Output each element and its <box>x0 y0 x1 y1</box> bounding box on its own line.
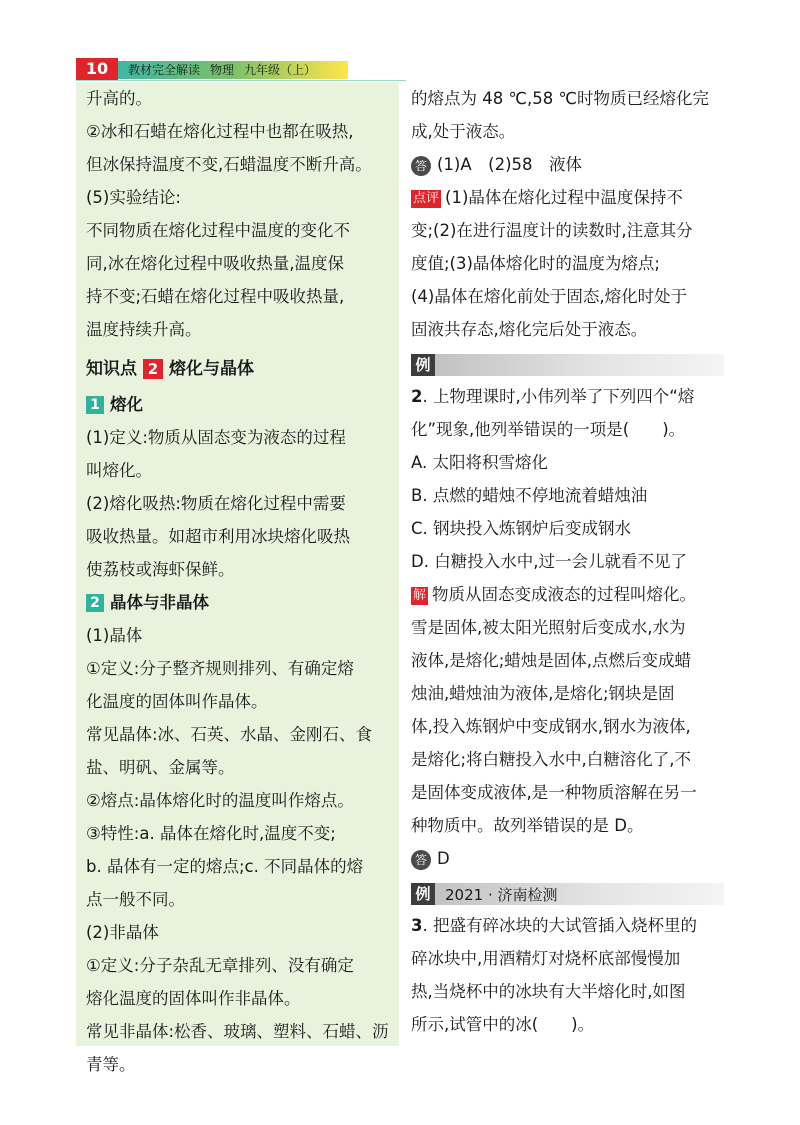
subject-label: 物理 <box>210 63 235 77</box>
left-column <box>76 82 399 1074</box>
text-line: 青等。 <box>86 1055 136 1074</box>
text-line: 盐、明矾、金属等。 <box>86 758 235 777</box>
text-line: ①定义:分子整齐规则排列、有确定熔 <box>86 659 354 678</box>
text-line: 种物质中。故列举错误的是 D。 <box>411 816 644 835</box>
text-line: 化温度的固体叫作晶体。 <box>86 692 268 711</box>
text-line: 烛油,蜡烛油为液体,是熔化;钢块是固 <box>411 684 675 703</box>
example-source: 2021 · 济南检测 <box>445 885 558 904</box>
text-line: 是固体变成液体,是一种物质溶解在另一 <box>411 783 697 802</box>
header-divider <box>76 80 406 81</box>
option-a: A. 太阳将积雪熔化 <box>411 453 548 472</box>
text-line: 点一般不同。 <box>86 890 185 909</box>
text-line: 但冰保持温度不变,石蜡温度不断升高。 <box>86 155 372 174</box>
question-number: 3 <box>411 916 423 935</box>
kp-title: 熔化与晶体 <box>169 359 254 379</box>
text-line: 同,冰在熔化过程中吸收热量,温度保 <box>86 254 344 273</box>
text-line: 度值;(3)晶体熔化时的温度为熔点; <box>411 254 660 273</box>
option-b: B. 点燃的蜡烛不停地流着蜡烛油 <box>411 486 648 505</box>
subsection-number-badge: 1 <box>86 396 104 414</box>
example-bar <box>411 883 724 905</box>
option-c: C. 钢块投入炼钢炉后变成钢水 <box>411 519 632 538</box>
solution-line <box>411 578 724 611</box>
text-line: (5)实验结论: <box>86 188 181 207</box>
text-line: 热,当烧杯中的冰块有大半熔化时,如图 <box>411 982 686 1001</box>
subsection-heading-crystals <box>86 586 391 619</box>
question-text: . 上物理课时,小伟列举了下列四个“熔 <box>422 387 695 406</box>
example-badge: 例 <box>411 354 435 376</box>
example-bar <box>411 354 724 376</box>
answer-icon: 答 <box>411 156 431 176</box>
option-d: D. 白糖投入水中,过一会儿就看不见了 <box>411 552 687 571</box>
text-line: 液体,是熔化;蜡烛是固体,点燃后变成蜡 <box>411 651 692 670</box>
text-line: (2)非晶体 <box>86 923 159 942</box>
text-line: 所示,试管中的冰( )。 <box>411 1015 595 1034</box>
question-line <box>411 380 724 413</box>
text-line: 持不变;石蜡在熔化过程中吸收热量, <box>86 287 345 306</box>
text-line: 是熔化;将白糖投入水中,白糖溶化了,不 <box>411 750 692 769</box>
text-line: ②冰和石蜡在熔化过程中也都在吸热, <box>86 122 354 141</box>
comment-line <box>411 181 724 214</box>
text-line: 吸收热量。如超市利用冰块熔化吸热 <box>86 527 350 546</box>
text-line: 常见晶体:冰、石英、水晶、金刚石、食 <box>86 725 373 744</box>
text-line: ②熔点:晶体熔化时的温度叫作熔点。 <box>86 791 354 810</box>
question-number: 2 <box>411 387 423 406</box>
subsection-number-badge: 2 <box>86 594 104 612</box>
knowledge-point-heading <box>86 350 391 388</box>
answer-text: (1)A (2)58 液体 <box>437 155 583 174</box>
text-line: 不同物质在熔化过程中温度的变化不 <box>86 221 350 240</box>
text-line: 叫熔化。 <box>86 461 152 480</box>
subsection-title: 晶体与非晶体 <box>110 593 209 612</box>
grade-label: 九年级（上） <box>244 63 317 77</box>
answer-line <box>411 842 724 875</box>
page-number: 10 <box>76 58 118 80</box>
example-badge: 例 <box>411 883 435 905</box>
question-line <box>411 909 724 942</box>
text-line: 温度持续升高。 <box>86 320 202 339</box>
text-line: 成,处于液态。 <box>411 122 516 141</box>
text-line: 碎冰块中,用酒精灯对烧杯底部慢慢加 <box>411 949 681 968</box>
text-line: (4)晶体在熔化前处于固态,熔化时处于 <box>411 287 688 306</box>
subsection-heading-melting <box>86 388 391 421</box>
text-line: 常见非晶体:松香、玻璃、塑料、石蜡、沥 <box>86 1022 389 1041</box>
question-text: . 把盛有碎冰块的大试管插入烧杯里的 <box>422 916 697 935</box>
text-line: (2)熔化吸热:物质在熔化过程中需要 <box>86 494 346 513</box>
kp-number-badge: 2 <box>143 359 163 379</box>
text-line: 体,投入炼钢炉中变成钢水,钢水为液体, <box>411 717 691 736</box>
text-line: (1)晶体 <box>86 626 143 645</box>
text-line: ③特性:a. 晶体在熔化时,温度不变; <box>86 824 336 843</box>
solution-tag: 解 <box>413 587 427 603</box>
text-line: 使荔枝或海虾保鲜。 <box>86 560 235 579</box>
text-line: b. 晶体有一定的熔点;c. 不同晶体的熔 <box>86 857 364 876</box>
comment-tag: 点评 <box>413 190 440 206</box>
answer-icon: 答 <box>411 850 431 870</box>
text-line: 升高的。 <box>86 89 152 108</box>
text-line: ①定义:分子杂乱无章排列、没有确定 <box>86 956 354 975</box>
text-line: 熔化温度的固体叫作非晶体。 <box>86 989 301 1008</box>
answer-text: D <box>437 849 450 868</box>
text-line: (1)定义:物质从固态变为液态的过程 <box>86 428 346 447</box>
header-banner <box>118 61 348 79</box>
book-title: 教材完全解读 <box>128 63 201 77</box>
text-line: 固液共存态,熔化完后处于液态。 <box>411 320 648 339</box>
text-line: 变;(2)在进行温度计的读数时,注意其分 <box>411 221 693 240</box>
comment-text: (1)晶体在熔化过程中温度保持不 <box>445 188 683 207</box>
subsection-title: 熔化 <box>110 395 143 414</box>
right-column <box>411 82 724 1041</box>
text-line: 的熔点为 48 ℃,58 ℃时物质已经熔化完 <box>411 89 710 108</box>
text-line: 雪是固体,被太阳光照射后变成水,水为 <box>411 618 686 637</box>
text-line: 化”现象,他列举错误的一项是( )。 <box>411 420 686 439</box>
solution-text: 物质从固态变成液态的过程叫熔化。 <box>432 585 697 604</box>
answer-line <box>411 148 724 181</box>
kp-prefix: 知识点 <box>86 359 137 379</box>
